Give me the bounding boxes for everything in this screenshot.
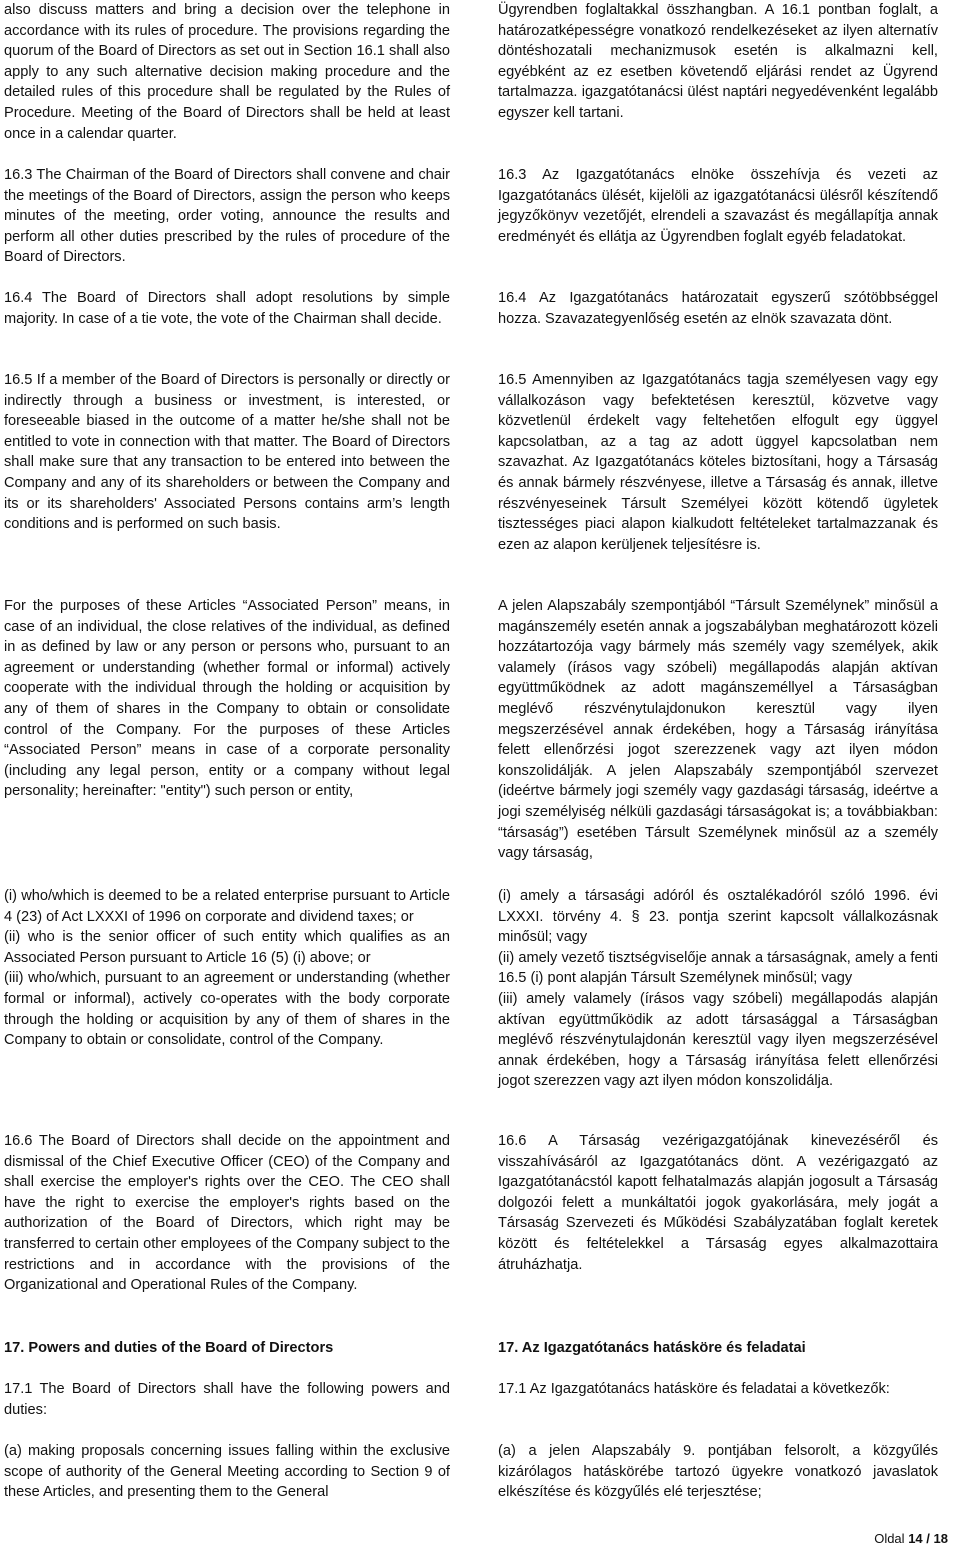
paragraph: also discuss matters and bring a decision over the telephone in accordance with its rules of procedure. The provisions regarding the quorum of the Board of Directors as set out in Section 16.1 shall also apply to any such alternative decision making procedure and the detailed rules of this procedure shall be regulated by the Rules of Procedure. Meeting of the Board of Directors shall be held at least once in a calendar quarter. (4, 2, 450, 142)
english-column (4, 1338, 450, 1359)
section-heading: 17. Powers and duties of the Board of Directors (4, 1340, 334, 1356)
paragraph: (ii) amely vezető tisztségviselője annak a társaságnak, amely a fenti 16.5 (i) pont alapján Társult Személynek minősül; vagy (498, 949, 938, 987)
paragraph: 16.5 If a member of the Board of Directors is personally or directly or indirectly through a business or investment, is interested, or foreseeable biased in the outcome of a matter he/she shall not be entitled to vote in connection with that matter. The Board of Directors shall make sure that any transaction to be entered into between the Company and any of its shareholders or between the Company and its or its shareholders' Associated Persons contains arm’s length conditions and is performed on such basis. (4, 372, 450, 533)
english-column (4, 596, 450, 802)
section-heading: 17. Az Igazgatótanács hatásköre és feladatai (498, 1340, 806, 1356)
english-column (4, 0, 450, 144)
english-column (4, 288, 450, 329)
english-column (4, 886, 450, 1051)
paragraph: 16.3 The Chairman of the Board of Directors shall convene and chair the meetings of the Board of Directors, assign the person who keeps minutes of the meeting, order voting, announce the results and perform all other duties prescribed by the rules of procedure of the Board of Directors. (4, 167, 450, 266)
paragraph: 16.6 A Társaság vezérigazgatójának kinevezéséről és visszahívásáról az Igazgatótanács dönt. A vezérigazgató az Igazgatótanácstól kapott felhatalmazás alapján jogosult a Társaság dolgozói felett a munkáltatói jogok gyakorlására, mely jogát a Társaság Szervezeti és Működési Szabályzatában foglalt keretek között és feltételekkel a Társaság egyes alkalmazottaira átruházhatja. (498, 1133, 938, 1273)
paragraph: A jelen Alapszabály szempontjából “Társult Személynek” minősül a magánszemély esetén annak a jogszabályban meghatározott közeli hozzátartozója vagy bármely más személy vagy személyek, akik valamely (írásos vagy szóbeli) megállapodás alapján aktívan együttműködnek az adott magánszeméllyel a Társaságban meglévő részvénytulajdonukon keresztül vagy ilyen megszerzésével annak érdekében, hogy a Társaság irányítása felett ellenőrzési jogot szerezzenek vagy azt ilyen módon konszolidálják. A jelen Alapszabály szempontjából szervezet (ideértve bármely jogi személy vagy gazdasági társaság, ideértve a jogi személyiség nélküli gazdasági társaságokat is; a továbbiakban: “társaság”) esetében Társult Személynek minősül az a személy vagy társaság, (498, 598, 938, 862)
paragraph: 16.6 The Board of Directors shall decide on the appointment and dismissal of the Chief Executive Officer (CEO) of the Company and shall exercise the employer's rights over the CEO. The CEO shall have the right to exercise the employer's rights based on the authorization of the Board of Directors, which right may be transferred to certain other employees of the Company subject to the restrictions and in accordance with the provisions of the Organizational and Operational Rules of the Company. (4, 1133, 450, 1294)
english-column (4, 1131, 450, 1296)
hungarian-column (498, 0, 938, 124)
page-footer (874, 1531, 948, 1547)
paragraph: (ii) who is the senior officer of such entity which qualifies as an Associated Person pursuant to Article 16 (5) (i) above; or (4, 929, 450, 966)
paragraph: (i) amely a társasági adóról és osztalékadóról szóló 1996. évi LXXXI. törvény 4. § 23. pontja szerint kapcsolt vállalkozásnak minősül; vagy (498, 888, 938, 946)
english-column (4, 165, 450, 268)
paragraph: 17.1 The Board of Directors shall have the following powers and duties: (4, 1381, 450, 1418)
paragraph: (i) who/which is deemed to be a related enterprise pursuant to Article 4 (23) of Act LXXXI of 1996 on corporate and dividend taxes; or (4, 888, 450, 925)
paragraph: Ügyrendben foglaltakkal összhangban. A 16.1 pontban foglalt, a határozatképességre vonatkozó rendelkezéseket az ilyen alternatív döntéshozatali mechanizmusok esetén is alkalmazni kell, egyébként az ez esetben követendő eljárási rendet az Ügyrend tartalmazza. igazgatótanácsi ülést naptári negyedévenként legalább egyszer kell tartani. (498, 2, 938, 121)
paragraph: 16.4 The Board of Directors shall adopt resolutions by simple majority. In case of a tie vote, the vote of the Chairman shall decide. (4, 290, 450, 327)
page-separator: / (926, 1531, 930, 1546)
hungarian-column (498, 288, 938, 329)
hungarian-column (498, 596, 938, 864)
paragraph: 16.3 Az Igazgatótanács elnöke összehívja és vezeti az Igazgatótanács ülését, kijelöli az igazgatótanácsi ülésről készítendő jegyzőkönyv vezetőjét, elrendeli a szavazást és megállapítja annak eredményét és ellátja az Ügyrendben foglalt egyéb feladatokat. (498, 167, 938, 245)
paragraph: For the purposes of these Articles “Associated Person” means, in case of an individual, the close relatives of the individual, as defined in as defined by law or any person or persons who, pursuant to an agreement or understanding (whether formal or informal) actively cooperate with the individual through the holding or acquisition by any of them of shares in the Company to obtain or consolidate control of the Company. For the purposes of these Articles “Associated Person” means in case of a corporate personality (including any legal person, entity or a company without legal personality; hereinafter: "entity") such person or entity, (4, 598, 450, 800)
footer-label: Oldal (874, 1531, 905, 1546)
english-column (4, 1441, 450, 1503)
paragraph: (a) a jelen Alapszabály 9. pontjában felsorolt, a közgyűlés kizárólagos hatáskörébe tartozó ügyekre vonatkozó javaslatok elkészítése és közgyűlés elé terjesztése; (498, 1443, 938, 1501)
paragraph: (iii) who/which, pursuant to an agreement or understanding (whether formal or informal), actively co-operates with the body corporate through the holding or acquisition by any of them of shares in the Company to obtain or consolidate, control of the Company. (4, 970, 450, 1049)
hungarian-column (498, 886, 938, 1092)
hungarian-column (498, 1441, 938, 1503)
hungarian-column (498, 165, 938, 247)
hungarian-column (498, 1338, 938, 1359)
paragraph: 16.5 Amennyiben az Igazgatótanács tagja személyesen vagy egy vállalkozáson vagy befektetésen keresztül, közvetve vagy közvetlenül érdekelt vagy feltehetően elfogult egy üggyel kapcsolatban, az a tag az adott üggyel kapcsolatban nem szavazhat. Az Igazgatótanács köteles biztosítani, hogy a Társaság és annak bármely részvényese, illetve a Társaság és annak, illetve részvényeseinek Társult Személyei között kötendő ügyletek tisztességes piaci alapon kialkudott feltételeket tartalmazzanak és ezen az alapon kerüljenek teljesítésre is. (498, 372, 938, 553)
paragraph: (a) making proposals concerning issues falling within the exclusive scope of authority of the General Meeting according to Section 9 of these Articles, and presenting them to the General (4, 1443, 450, 1501)
english-column (4, 370, 450, 535)
paragraph: (iii) amely valamely (írásos vagy szóbeli) megállapodás alapján aktívan együttműködik az adott társasággal a Társaságban meglévő részvénytulajdonán keresztül vagy ilyen megszerzésével annak érdekében, hogy a Társaság irányítása felett ellenőrzési jogot szerezzen vagy azt ilyen módon konszolidálja. (498, 990, 938, 1090)
hungarian-column (498, 1379, 938, 1400)
hungarian-column (498, 370, 938, 555)
page-total: 18 (933, 1531, 948, 1546)
paragraph: 16.4 Az Igazgatótanács határozatait egyszerű szótöbbséggel hozza. Szavazategyenlőség esetén az elnök szavazata dönt. (498, 290, 938, 327)
english-column (4, 1379, 450, 1420)
hungarian-column (498, 1131, 938, 1275)
paragraph: 17.1 Az Igazgatótanács hatásköre és feladatai a következők: (498, 1381, 890, 1397)
page-number: 14 (908, 1531, 923, 1546)
